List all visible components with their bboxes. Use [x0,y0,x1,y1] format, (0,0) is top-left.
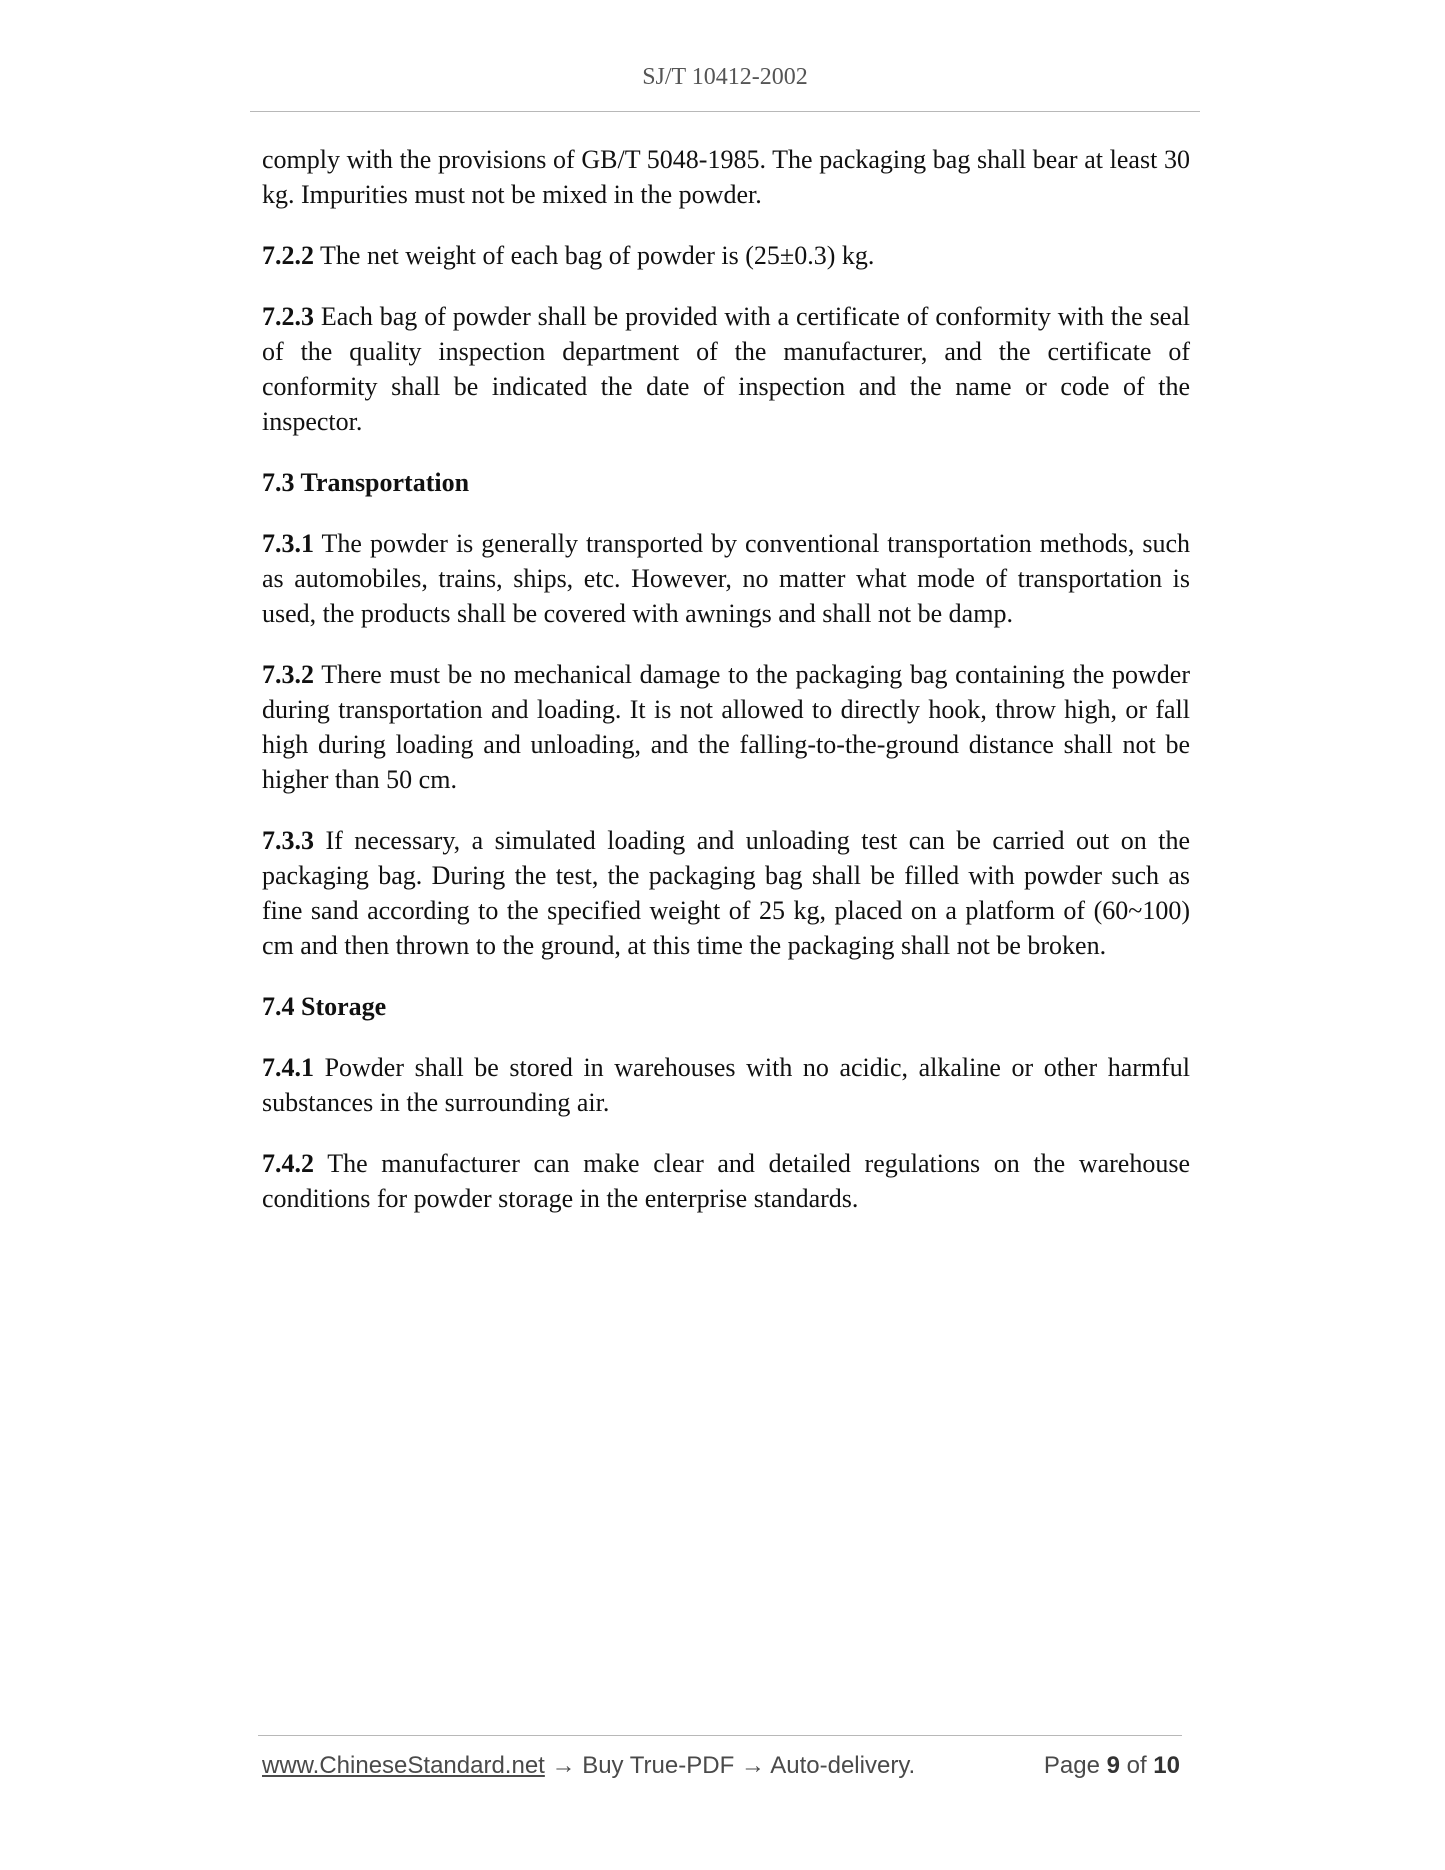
page-label: Page [1043,1752,1107,1779]
clause-number: 7.2.3 [262,302,314,331]
clause-7-2-3 [262,299,1190,439]
clause-7-3-3 [262,823,1190,963]
header-divider [250,111,1200,112]
clause-text: The net weight of each bag of powder is (25±0.3) kg. [314,241,875,270]
document-body [262,142,1190,1242]
arrow-icon: → [544,1752,583,1779]
continued-paragraph [262,142,1190,212]
auto-delivery-text: Auto-delivery. [770,1752,916,1779]
buy-pdf-text: Buy True-PDF [582,1752,735,1779]
clause-7-3-2 [262,657,1190,797]
website-link[interactable]: www.ChineseStandard.net [262,1752,545,1779]
footer-divider [258,1735,1182,1736]
clause-number: 7.4.2 [262,1149,314,1178]
clause-text: The manufacturer can make clear and detailed regulations on the warehouse conditions for powder storage in the enterprise standards. [262,1149,1190,1213]
clause-text: Powder shall be stored in warehouses with no acidic, alkaline or other harmful substances in the surrounding air. [262,1053,1190,1117]
clause-text: Each bag of powder shall be provided with a certificate of conformity with the seal of the quality inspection department of the manufacturer, and the certificate of conformity shall be indicated the date of inspection and the name or code of the inspector. [262,302,1190,436]
current-page: 9 [1106,1752,1120,1779]
total-pages: 10 [1153,1752,1180,1779]
clause-7-4-1 [262,1050,1190,1120]
clause-text: If necessary, a simulated loading and unloading test can be carried out on the packaging bag. During the test, the packaging bag shall be filled with powder such as fine sand according to the specified weight of 25 kg, placed on a platform of (60~100) cm and then thrown to the ground, at this time the packaging shall not be broken. [262,826,1190,960]
clause-7-3-1 [262,526,1190,631]
section-heading-transportation: 7.3 Transportation [262,468,470,497]
arrow-icon: → [734,1752,771,1779]
clause-7-2-2 [262,238,1190,273]
clause-number: 7.2.2 [262,241,314,270]
clause-number: 7.4.1 [262,1053,314,1082]
clause-number: 7.3.1 [262,529,314,558]
clause-number: 7.3.3 [262,826,314,855]
paragraph-text: comply with the provisions of GB/T 5048-1985. The packaging bag shall bear at least 30 kg. Impurities must not be mixed in the powder. [262,145,1190,209]
clause-text: There must be no mechanical damage to the packaging bag containing the powder during transportation and loading. It is not allowed to directly hook, throw high, or fall high during loading and unloading, and the falling-to-the-ground distance shall not be higher than 50 cm. [262,660,1190,794]
of-label: of [1119,1752,1154,1779]
clause-7-4-2 [262,1146,1190,1216]
clause-number: 7.3.2 [262,660,314,689]
document-code-header: SJ/T 10412-2002 [642,64,808,90]
section-heading-storage: 7.4 Storage [262,992,387,1021]
clause-text: The powder is generally transported by conventional transportation methods, such as automobiles, trains, ships, etc. However, no matter what mode of transportation is used, the products shall be covered with awnings and shall not be damp. [262,529,1190,628]
footer-promo [262,1752,915,1780]
page-number [1044,1752,1180,1780]
